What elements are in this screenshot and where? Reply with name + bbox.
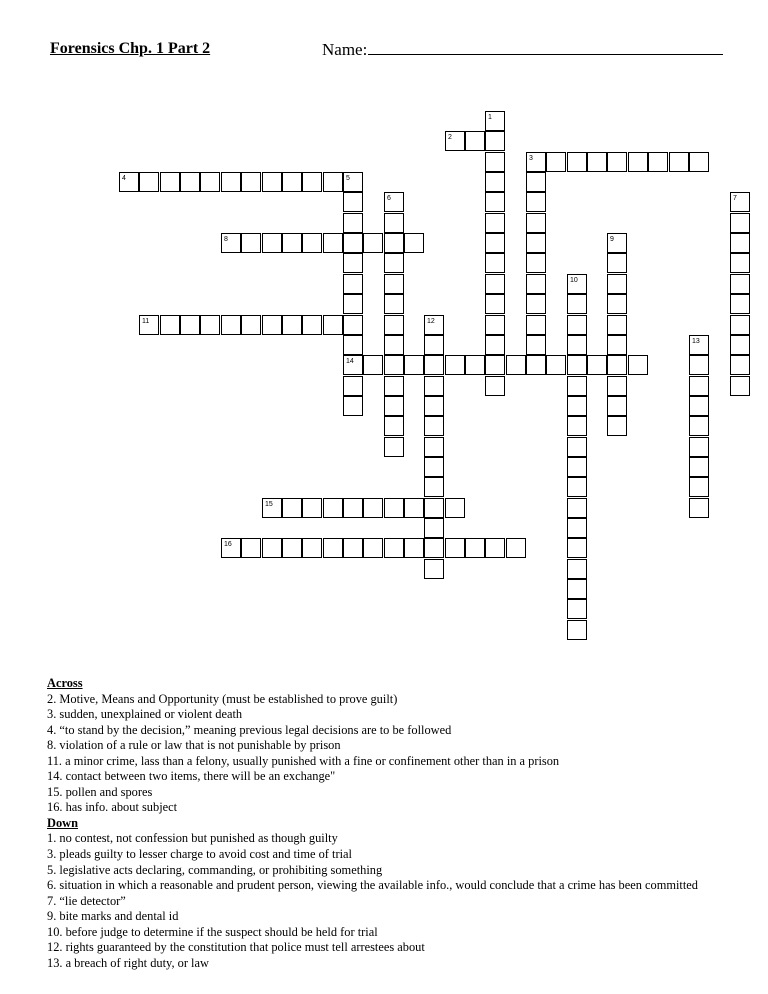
grid-cell[interactable] bbox=[384, 294, 404, 314]
grid-cell[interactable] bbox=[384, 192, 404, 212]
down-clue: 7. “lie detector” bbox=[47, 893, 126, 908]
grid-cell[interactable] bbox=[689, 376, 709, 396]
grid-cell[interactable] bbox=[404, 233, 424, 253]
grid-cell[interactable] bbox=[607, 315, 627, 335]
grid-cell[interactable] bbox=[363, 233, 383, 253]
grid-cell[interactable] bbox=[567, 274, 587, 294]
down-heading: Down bbox=[47, 815, 78, 830]
grid-cell[interactable] bbox=[424, 315, 444, 335]
clue-number: 4 bbox=[122, 175, 126, 182]
grid-cell[interactable] bbox=[730, 192, 750, 212]
clue-number: 15 bbox=[265, 501, 273, 508]
grid-cell[interactable] bbox=[485, 335, 505, 355]
grid-cell[interactable] bbox=[424, 416, 444, 436]
clue-number: 16 bbox=[224, 541, 232, 548]
grid-cell[interactable] bbox=[526, 192, 546, 212]
grid-cell[interactable] bbox=[730, 253, 750, 273]
grid-cell[interactable] bbox=[384, 376, 404, 396]
grid-cell[interactable] bbox=[221, 233, 241, 253]
grid-cell[interactable] bbox=[384, 396, 404, 416]
grid-cell[interactable] bbox=[485, 233, 505, 253]
grid-cell[interactable] bbox=[730, 335, 750, 355]
grid-cell[interactable] bbox=[730, 315, 750, 335]
grid-cell[interactable] bbox=[119, 172, 139, 192]
grid-cell[interactable] bbox=[607, 376, 627, 396]
grid-cell[interactable] bbox=[567, 579, 587, 599]
grid-cell[interactable] bbox=[323, 233, 343, 253]
clue-number: 8 bbox=[224, 236, 228, 243]
grid-cell[interactable] bbox=[567, 335, 587, 355]
grid-cell[interactable] bbox=[221, 315, 241, 335]
grid-cell[interactable] bbox=[424, 518, 444, 538]
grid-cell[interactable] bbox=[404, 498, 424, 518]
grid-cell[interactable] bbox=[424, 437, 444, 457]
grid-cell[interactable] bbox=[567, 376, 587, 396]
clue-number: 5 bbox=[346, 175, 350, 182]
grid-cell[interactable] bbox=[730, 274, 750, 294]
grid-cell[interactable] bbox=[445, 498, 465, 518]
grid-cell[interactable] bbox=[343, 396, 363, 416]
grid-cell[interactable] bbox=[526, 355, 546, 375]
grid-cell[interactable] bbox=[567, 396, 587, 416]
grid-cell[interactable] bbox=[282, 498, 302, 518]
clue-number: 13 bbox=[692, 338, 700, 345]
grid-cell[interactable] bbox=[343, 498, 363, 518]
clue-number: 6 bbox=[387, 195, 391, 202]
grid-cell[interactable] bbox=[424, 457, 444, 477]
clue-number: 14 bbox=[346, 358, 354, 365]
grid-cell[interactable] bbox=[241, 172, 261, 192]
grid-cell[interactable] bbox=[323, 538, 343, 558]
grid-cell[interactable] bbox=[567, 599, 587, 619]
grid-cell[interactable] bbox=[567, 294, 587, 314]
grid-cell[interactable] bbox=[485, 253, 505, 273]
grid-cell[interactable] bbox=[323, 172, 343, 192]
grid-cell[interactable] bbox=[343, 192, 363, 212]
clue-number: 11 bbox=[142, 318, 150, 325]
grid-cell[interactable] bbox=[730, 294, 750, 314]
grid-cell[interactable] bbox=[526, 294, 546, 314]
down-clue: 9. bite marks and dental id bbox=[47, 909, 179, 924]
grid-cell[interactable] bbox=[587, 355, 607, 375]
grid-cell[interactable] bbox=[343, 253, 363, 273]
grid-cell[interactable] bbox=[424, 396, 444, 416]
grid-cell[interactable] bbox=[628, 152, 648, 172]
grid-cell[interactable] bbox=[485, 152, 505, 172]
grid-cell[interactable] bbox=[485, 376, 505, 396]
grid-cell[interactable] bbox=[282, 538, 302, 558]
grid-cell[interactable] bbox=[567, 518, 587, 538]
grid-cell[interactable] bbox=[526, 253, 546, 273]
grid-cell[interactable] bbox=[526, 274, 546, 294]
grid-cell[interactable] bbox=[241, 233, 261, 253]
grid-cell[interactable] bbox=[384, 538, 404, 558]
grid-cell[interactable] bbox=[465, 131, 485, 151]
grid-cell[interactable] bbox=[689, 152, 709, 172]
grid-cell[interactable] bbox=[384, 437, 404, 457]
grid-cell[interactable] bbox=[526, 152, 546, 172]
grid-cell[interactable] bbox=[607, 416, 627, 436]
grid-cell[interactable] bbox=[567, 355, 587, 375]
grid-cell[interactable] bbox=[730, 355, 750, 375]
grid-cell[interactable] bbox=[262, 315, 282, 335]
grid-cell[interactable] bbox=[343, 376, 363, 396]
grid-cell[interactable] bbox=[404, 355, 424, 375]
down-clue: 13. a breach of right duty, or law bbox=[47, 955, 209, 970]
down-clue: 6. situation in which a reasonable and prudent person, viewing the available info., would conclude that a crime has been committed bbox=[47, 878, 698, 893]
grid-cell[interactable] bbox=[302, 315, 322, 335]
grid-cell[interactable] bbox=[689, 437, 709, 457]
grid-cell[interactable] bbox=[160, 315, 180, 335]
grid-cell[interactable] bbox=[567, 315, 587, 335]
grid-cell[interactable] bbox=[384, 233, 404, 253]
down-clue: 3. pleads guilty to lesser charge to avoid cost and time of trial bbox=[47, 847, 352, 862]
grid-cell[interactable] bbox=[485, 213, 505, 233]
grid-cell[interactable] bbox=[424, 335, 444, 355]
grid-cell[interactable] bbox=[730, 233, 750, 253]
grid-cell[interactable] bbox=[607, 335, 627, 355]
grid-cell[interactable] bbox=[669, 152, 689, 172]
clue-number: 10 bbox=[570, 277, 578, 284]
grid-cell[interactable] bbox=[485, 274, 505, 294]
grid-cell[interactable] bbox=[607, 152, 627, 172]
grid-cell[interactable] bbox=[567, 437, 587, 457]
grid-cell[interactable] bbox=[689, 457, 709, 477]
grid-cell[interactable] bbox=[689, 335, 709, 355]
clue-number: 1 bbox=[488, 114, 492, 121]
grid-cell[interactable] bbox=[343, 233, 363, 253]
grid-cell[interactable] bbox=[587, 152, 607, 172]
grid-cell[interactable] bbox=[485, 131, 505, 151]
grid-cell[interactable] bbox=[323, 315, 343, 335]
clue-number: 9 bbox=[610, 236, 614, 243]
worksheet-title: Forensics Chp. 1 Part 2 bbox=[50, 40, 211, 57]
grid-cell[interactable] bbox=[445, 355, 465, 375]
down-clue: 10. before judge to determine if the suspect should be held for trial bbox=[47, 924, 378, 939]
grid-cell[interactable] bbox=[730, 376, 750, 396]
grid-cell[interactable] bbox=[384, 498, 404, 518]
name-label: Name: bbox=[322, 40, 368, 59]
grid-cell[interactable] bbox=[689, 416, 709, 436]
grid-cell[interactable] bbox=[343, 274, 363, 294]
grid-cell[interactable] bbox=[323, 498, 343, 518]
grid-cell[interactable] bbox=[241, 315, 261, 335]
grid-cell[interactable] bbox=[567, 416, 587, 436]
across-clue: 16. has info. about subject bbox=[47, 800, 178, 815]
grid-cell[interactable] bbox=[465, 355, 485, 375]
grid-cell[interactable] bbox=[424, 498, 444, 518]
grid-cell[interactable] bbox=[526, 233, 546, 253]
grid-cell[interactable] bbox=[485, 111, 505, 131]
grid-cell[interactable] bbox=[384, 213, 404, 233]
grid-cell[interactable] bbox=[424, 376, 444, 396]
grid-cell[interactable] bbox=[262, 498, 282, 518]
grid-cell[interactable] bbox=[485, 294, 505, 314]
grid-cell[interactable] bbox=[363, 498, 383, 518]
grid-cell[interactable] bbox=[567, 498, 587, 518]
grid-cell[interactable] bbox=[282, 233, 302, 253]
across-heading: Across bbox=[47, 676, 83, 690]
grid-cell[interactable] bbox=[404, 538, 424, 558]
grid-cell[interactable] bbox=[607, 355, 627, 375]
grid-cell[interactable] bbox=[546, 152, 566, 172]
grid-cell[interactable] bbox=[180, 315, 200, 335]
grid-cell[interactable] bbox=[160, 172, 180, 192]
grid-cell[interactable] bbox=[384, 416, 404, 436]
grid-cell[interactable] bbox=[526, 315, 546, 335]
grid-cell[interactable] bbox=[730, 213, 750, 233]
grid-cell[interactable] bbox=[526, 213, 546, 233]
grid-cell[interactable] bbox=[485, 315, 505, 335]
grid-cell[interactable] bbox=[445, 131, 465, 151]
grid-cell[interactable] bbox=[200, 172, 220, 192]
grid-cell[interactable] bbox=[485, 538, 505, 558]
grid-cell[interactable] bbox=[302, 233, 322, 253]
grid-cell[interactable] bbox=[607, 396, 627, 416]
grid-cell[interactable] bbox=[485, 172, 505, 192]
across-clue: 4. “to stand by the decision,” meaning previous legal decisions are to be followed bbox=[47, 722, 452, 737]
grid-cell[interactable] bbox=[526, 172, 546, 192]
grid-cell[interactable] bbox=[343, 538, 363, 558]
grid-cell[interactable] bbox=[506, 538, 526, 558]
grid-cell[interactable] bbox=[546, 355, 566, 375]
grid-cell[interactable] bbox=[567, 457, 587, 477]
down-clue: 1. no contest, not confession but punished as though guilty bbox=[47, 831, 338, 846]
grid-cell[interactable] bbox=[689, 477, 709, 497]
down-clue: 12. rights guaranteed by the constitution that police must tell arrestees about bbox=[47, 940, 425, 955]
across-clue: 14. contact between two items, there will be an exchange" bbox=[47, 769, 336, 784]
grid-cell[interactable] bbox=[424, 559, 444, 579]
clue-number: 2 bbox=[448, 134, 452, 141]
down-clue: 5. legislative acts declaring, commanding, or prohibiting something bbox=[47, 862, 383, 877]
grid-cell[interactable] bbox=[139, 172, 159, 192]
clue-number: 3 bbox=[529, 155, 533, 162]
grid-cell[interactable] bbox=[445, 538, 465, 558]
grid-cell[interactable] bbox=[567, 477, 587, 497]
grid-cell[interactable] bbox=[241, 538, 261, 558]
grid-cell[interactable] bbox=[384, 274, 404, 294]
grid-cell[interactable] bbox=[384, 315, 404, 335]
grid-cell[interactable] bbox=[302, 538, 322, 558]
grid-cell[interactable] bbox=[567, 559, 587, 579]
grid-cell[interactable] bbox=[567, 538, 587, 558]
grid-cell[interactable] bbox=[262, 233, 282, 253]
grid-cell[interactable] bbox=[282, 172, 302, 192]
across-clue: 8. violation of a rule or law that is not punishable by prison bbox=[47, 738, 341, 753]
across-clue: 3. sudden, unexplained or violent death bbox=[47, 707, 243, 722]
grid-cell[interactable] bbox=[282, 315, 302, 335]
grid-cell[interactable] bbox=[384, 253, 404, 273]
grid-cell[interactable] bbox=[465, 538, 485, 558]
across-clue: 15. pollen and spores bbox=[47, 784, 153, 799]
grid-cell[interactable] bbox=[689, 498, 709, 518]
grid-cell[interactable] bbox=[343, 294, 363, 314]
grid-cell[interactable] bbox=[607, 233, 627, 253]
grid-cell[interactable] bbox=[200, 315, 220, 335]
grid-cell[interactable] bbox=[343, 355, 363, 375]
grid-cell[interactable] bbox=[648, 152, 668, 172]
grid-cell[interactable] bbox=[384, 355, 404, 375]
grid-cell[interactable] bbox=[607, 294, 627, 314]
grid-cell[interactable] bbox=[343, 213, 363, 233]
grid-cell[interactable] bbox=[567, 152, 587, 172]
grid-cell[interactable] bbox=[343, 335, 363, 355]
grid-cell[interactable] bbox=[424, 477, 444, 497]
grid-cell[interactable] bbox=[302, 498, 322, 518]
grid-cell[interactable] bbox=[139, 315, 159, 335]
across-clue: 2. Motive, Means and Opportunity (must be established to prove guilt) bbox=[47, 691, 398, 706]
grid-cell[interactable] bbox=[485, 192, 505, 212]
grid-cell[interactable] bbox=[262, 172, 282, 192]
clue-number: 12 bbox=[427, 318, 435, 325]
clue-number: 7 bbox=[733, 195, 737, 202]
grid-cell[interactable] bbox=[689, 355, 709, 375]
grid-cell[interactable] bbox=[689, 396, 709, 416]
grid-cell[interactable] bbox=[485, 355, 505, 375]
grid-cell[interactable] bbox=[363, 355, 383, 375]
grid-cell[interactable] bbox=[302, 172, 322, 192]
grid-cell[interactable] bbox=[506, 355, 526, 375]
grid-cell[interactable] bbox=[567, 620, 587, 640]
grid-cell[interactable] bbox=[384, 335, 404, 355]
grid-cell[interactable] bbox=[424, 355, 444, 375]
grid-cell[interactable] bbox=[607, 274, 627, 294]
grid-cell[interactable] bbox=[262, 538, 282, 558]
grid-cell[interactable] bbox=[180, 172, 200, 192]
across-clue: 11. a minor crime, lass than a felony, usually punished with a fine or confinement other than in a prison bbox=[47, 753, 560, 768]
grid-cell[interactable] bbox=[526, 335, 546, 355]
grid-cell[interactable] bbox=[607, 253, 627, 273]
grid-cell[interactable] bbox=[343, 315, 363, 335]
grid-cell[interactable] bbox=[221, 538, 241, 558]
grid-cell[interactable] bbox=[424, 538, 444, 558]
clue-list bbox=[47, 676, 762, 971]
grid-cell[interactable] bbox=[343, 172, 363, 192]
grid-cell[interactable] bbox=[628, 355, 648, 375]
grid-cell[interactable] bbox=[363, 538, 383, 558]
grid-cell[interactable] bbox=[221, 172, 241, 192]
